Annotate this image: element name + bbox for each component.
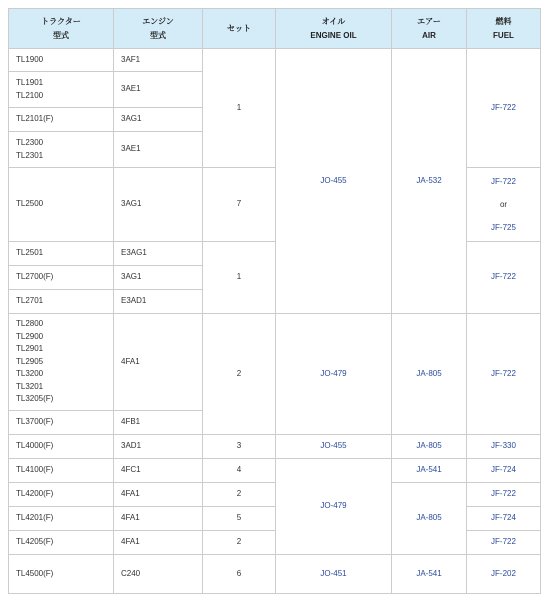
tractor-model-cell: [9, 266, 114, 290]
engine-model-cell: [114, 108, 203, 132]
fuel-filter-cell: [467, 242, 541, 314]
tractor-model-cell: [9, 555, 114, 594]
fuel-filter-cell: [467, 507, 541, 531]
tractor-model-cell: [9, 411, 114, 435]
header-set: [203, 9, 276, 49]
oil-filter-cell: [276, 314, 392, 435]
fuel-filter-cell: [467, 483, 541, 507]
header-tractor-model-line-1: トラクター: [41, 16, 81, 26]
engine-model-cell: [114, 132, 203, 168]
engine-model: 4FA1: [121, 513, 140, 523]
set-count: 2: [236, 489, 242, 499]
tractor-model-cell: [9, 168, 114, 242]
engine-model-cell: [114, 49, 203, 72]
tractor-model: TL2300: [16, 138, 44, 147]
engine-model-cell: [114, 290, 203, 314]
tractor-model: TL1901: [16, 78, 44, 87]
fuel-filter-cell: [467, 555, 541, 594]
engine-model: 3AF1: [121, 54, 141, 64]
fuel-filter-part: JF-725: [491, 223, 516, 232]
engine-model-cell: [114, 72, 203, 108]
set-cell: [203, 314, 276, 435]
engine-model: 4FB1: [121, 417, 141, 427]
header-tractor-model-line-2: 型式: [53, 30, 69, 40]
fuel-filter-part: JF-722: [491, 368, 516, 378]
air-filter-cell: [392, 555, 467, 594]
oil-filter-cell: [276, 435, 392, 459]
engine-model-cell: [114, 168, 203, 242]
tractor-model: TL3205(F): [16, 394, 54, 404]
tractor-model-cell: [9, 459, 114, 483]
engine-model: 3AD1: [121, 441, 142, 451]
set-count: 1: [236, 272, 242, 282]
set-count: 2: [236, 537, 242, 547]
tractor-model-cell: [9, 531, 114, 555]
tractor-model: TL2905: [16, 356, 44, 366]
set-count: 5: [236, 513, 242, 523]
header-fuel-line-2: FUEL: [493, 30, 514, 40]
tractor-model: TL2101(F): [16, 114, 54, 124]
set-cell: [203, 483, 276, 507]
header-engine-model: [114, 9, 203, 49]
engine-model-cell: [114, 483, 203, 507]
header-air: [392, 9, 467, 49]
fuel-filter-cell: [467, 49, 541, 168]
oil-filter-cell: [276, 49, 392, 314]
fuel-filter-part: JF-722: [491, 272, 516, 282]
set-count: 3: [236, 441, 242, 451]
fuel-filter-cell: [467, 459, 541, 483]
set-cell: [203, 507, 276, 531]
tractor-model: TL2900: [16, 331, 44, 341]
set-count: 4: [236, 465, 242, 475]
engine-model: 3AE1: [121, 144, 141, 154]
tractor-model: TL2501: [16, 248, 44, 258]
filter-compatibility-table: [8, 8, 541, 594]
tractor-model-cell: [9, 483, 114, 507]
header-engine-oil-line-2: ENGINE OIL: [310, 30, 357, 40]
air-filter-part: JA-532: [416, 175, 442, 185]
tractor-model: TL2901: [16, 344, 44, 354]
air-filter-part: JA-805: [416, 441, 442, 451]
fuel-filter-cell: [467, 435, 541, 459]
engine-model-cell: [114, 242, 203, 266]
tractor-model-cell: [9, 242, 114, 266]
header-air-line-1: エアー: [417, 16, 441, 26]
set-cell: [203, 435, 276, 459]
engine-model-cell: [114, 555, 203, 594]
set-count: 1: [236, 102, 242, 112]
oil-filter-part: JO-455: [320, 441, 347, 451]
engine-model-cell: [114, 411, 203, 435]
tractor-model-cell: [9, 507, 114, 531]
engine-model: E3AG1: [121, 248, 147, 258]
fuel-filter-part: JF-724: [491, 513, 516, 523]
fuel-filter-cell: [467, 531, 541, 555]
engine-model: 3AG1: [121, 199, 142, 209]
tractor-model: TL1900: [16, 54, 44, 64]
engine-model: 4FA1: [121, 356, 140, 366]
set-cell: [203, 49, 276, 168]
header-engine-model-line-1: エンジン: [142, 16, 174, 26]
set-count: 7: [236, 199, 242, 209]
air-filter-part: JA-805: [416, 513, 442, 523]
fuel-filter-part: JF-724: [491, 465, 516, 475]
tractor-model: TL4000(F): [16, 441, 54, 451]
engine-model: 3AG1: [121, 272, 142, 282]
fuel-filter-or-text: or: [499, 200, 508, 209]
header-engine-model-line-2: 型式: [150, 30, 166, 40]
engine-model: 4FA1: [121, 537, 140, 547]
header-set-label: セット: [227, 23, 251, 33]
engine-model-cell: [114, 314, 203, 411]
header-engine-oil: [276, 9, 392, 49]
fuel-filter-part: JF-202: [491, 568, 516, 578]
tractor-model: TL2301: [16, 150, 44, 160]
oil-filter-cell: [276, 555, 392, 594]
tractor-model-cell: [9, 435, 114, 459]
set-cell: [203, 531, 276, 555]
tractor-model: TL2100: [16, 90, 44, 100]
set-cell: [203, 242, 276, 314]
set-count: 6: [236, 568, 242, 578]
tractor-model-cell: [9, 290, 114, 314]
tractor-model: TL4205(F): [16, 537, 54, 547]
header-engine-oil-line-1: オイル: [321, 16, 346, 26]
engine-model: 3AE1: [121, 84, 141, 94]
engine-model-cell: [114, 459, 203, 483]
air-filter-part: JA-541: [416, 465, 442, 475]
tractor-model: TL3200: [16, 369, 44, 379]
tractor-model: TL4100(F): [16, 465, 54, 475]
air-filter-part: JA-541: [416, 568, 442, 578]
tractor-model-cell: [9, 108, 114, 132]
fuel-filter-part: JF-722: [491, 537, 516, 547]
air-filter-cell: [392, 49, 467, 314]
oil-filter-part: JO-455: [320, 175, 347, 185]
engine-model-cell: [114, 266, 203, 290]
air-filter-cell: [392, 314, 467, 435]
fuel-filter-part: JF-722: [491, 489, 516, 499]
tractor-model: TL3201: [16, 381, 44, 391]
fuel-filter-part: JF-722: [491, 177, 516, 186]
set-cell: [203, 168, 276, 242]
tractor-model: TL2800: [16, 319, 44, 329]
tractor-model: TL4200(F): [16, 489, 54, 499]
header-fuel: [467, 9, 541, 49]
fuel-filter-part: JF-330: [491, 441, 516, 451]
oil-filter-part: JO-479: [320, 368, 347, 378]
set-cell: [203, 555, 276, 594]
engine-model: 4FA1: [121, 489, 140, 499]
fuel-filter-cell: [467, 168, 541, 242]
oil-filter-cell: [276, 459, 392, 555]
air-filter-cell: [392, 483, 467, 555]
set-cell: [203, 459, 276, 483]
engine-model: 3AG1: [121, 114, 142, 124]
engine-model: 4FC1: [121, 465, 141, 475]
header-air-line-2: AIR: [422, 30, 436, 40]
tractor-model: TL2701: [16, 296, 44, 306]
set-count: 2: [236, 368, 242, 378]
engine-model-cell: [114, 531, 203, 555]
header-fuel-line-1: 燃料: [495, 16, 512, 26]
tractor-model: TL4201(F): [16, 513, 54, 523]
tractor-model: TL2500: [16, 199, 44, 209]
engine-model-cell: [114, 435, 203, 459]
tractor-model-cell: [9, 132, 114, 168]
oil-filter-part: JO-451: [320, 568, 347, 578]
air-filter-cell: [392, 459, 467, 483]
oil-filter-part: JO-479: [320, 501, 347, 511]
air-filter-part: JA-805: [416, 368, 442, 378]
tractor-model-cell: [9, 49, 114, 72]
fuel-filter-cell: [467, 314, 541, 435]
tractor-model: TL2700(F): [16, 272, 54, 282]
tractor-model-cell: [9, 314, 114, 411]
tractor-model: TL4500(F): [16, 568, 54, 578]
engine-model: C240: [121, 568, 141, 578]
engine-model-cell: [114, 507, 203, 531]
header-tractor-model: [9, 9, 114, 49]
tractor-model-cell: [9, 72, 114, 108]
tractor-model: TL3700(F): [16, 417, 54, 427]
fuel-filter-part: JF-722: [491, 102, 516, 112]
engine-model: E3AD1: [121, 296, 147, 306]
air-filter-cell: [392, 435, 467, 459]
